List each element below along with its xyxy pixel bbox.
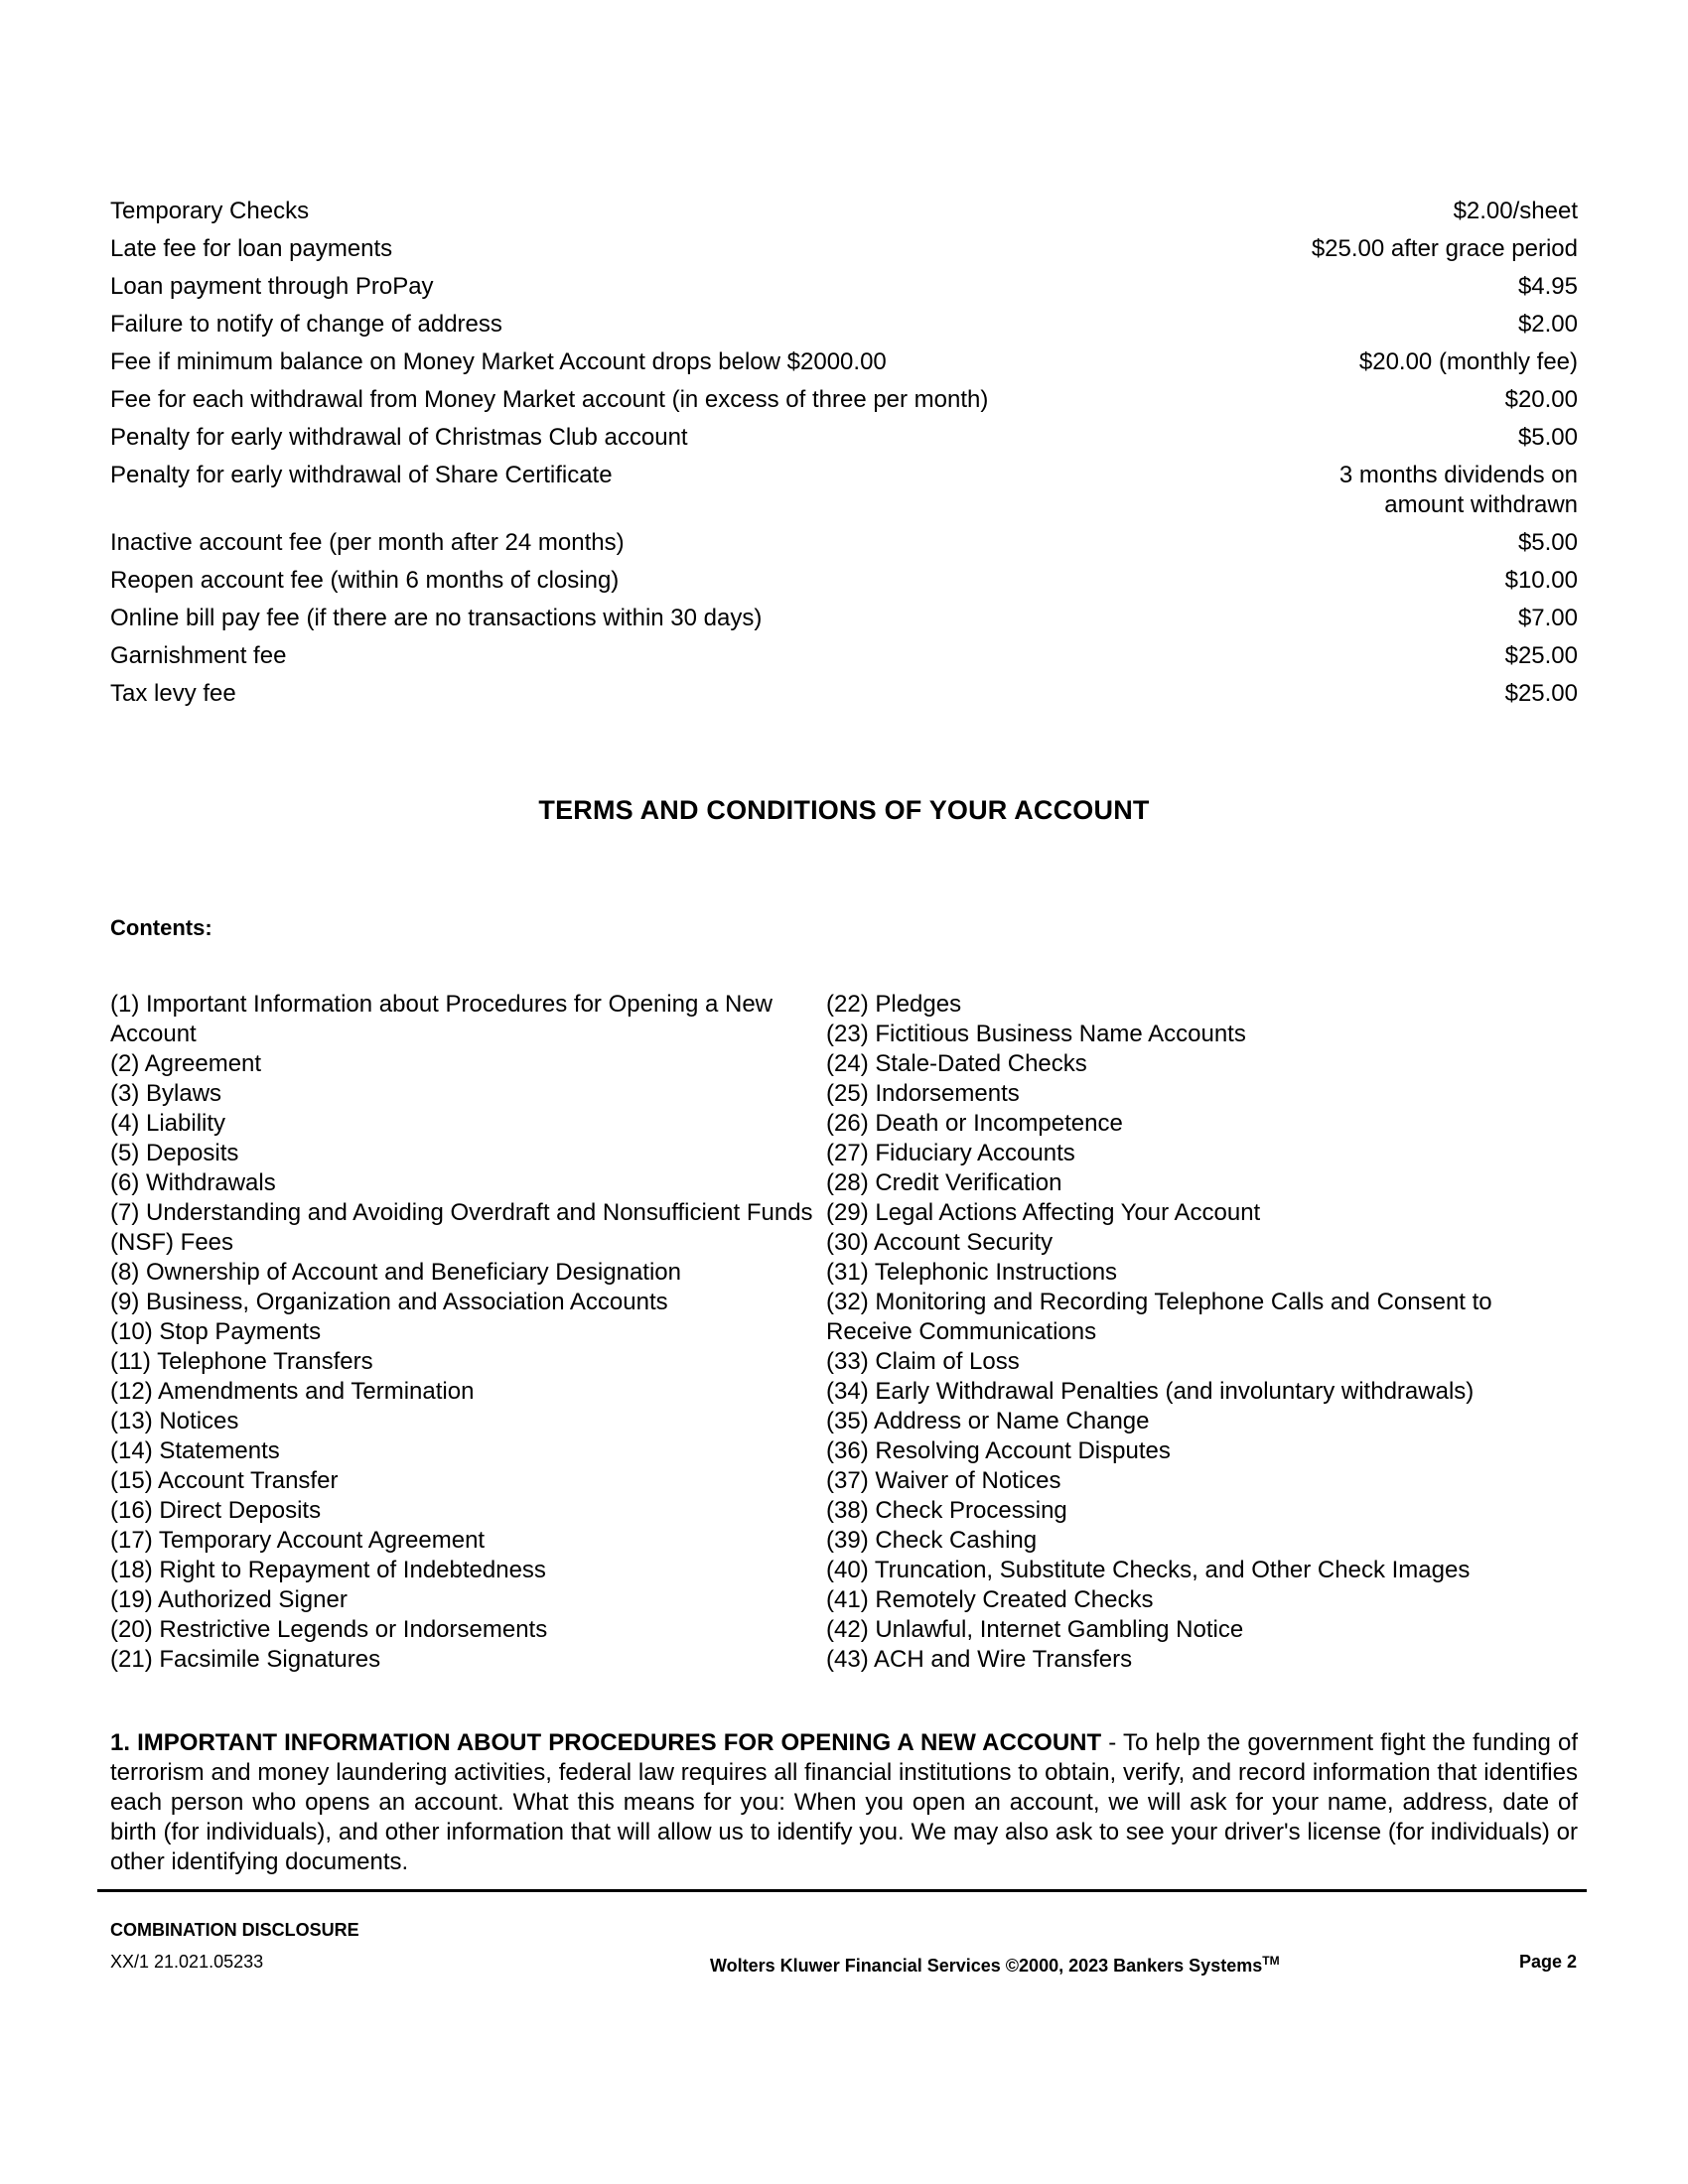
fee-value: $20.00 [1504, 386, 1578, 413]
fee-label: Penalty for early withdrawal of Share Certificate [110, 462, 613, 488]
fee-label: Failure to notify of change of address [110, 311, 502, 338]
section-1-paragraph [110, 1728, 1578, 1877]
contents-item: (1) Important Information about Procedures for Opening a New Account [110, 991, 774, 1047]
contents-item: (4) Liability [110, 1110, 226, 1137]
contents-item: (34) Early Withdrawal Penalties (and involuntary withdrawals) [826, 1378, 1475, 1405]
fee-label: Penalty for early withdrawal of Christmas Club account [110, 424, 688, 451]
contents-item: (39) Check Cashing [826, 1527, 1038, 1554]
fee-row [110, 528, 1578, 558]
fee-value: $4.95 [1517, 273, 1578, 300]
contents-item: (15) Account Transfer [110, 1467, 339, 1494]
section-1-title: 1. IMPORTANT INFORMATION ABOUT PROCEDURES FOR OPENING A NEW ACCOUNT [110, 1729, 1102, 1756]
footer-publisher-text: Wolters Kluwer Financial Services ©2000, 2023 Bankers Systems [710, 1956, 1263, 1976]
fee-value: $20.00 (monthly fee) [1358, 348, 1578, 375]
contents-item: (16) Direct Deposits [110, 1497, 322, 1524]
fee-row [110, 347, 1578, 377]
fee-label: Garnishment fee [110, 642, 287, 669]
footer-publisher [710, 1954, 1280, 1977]
contents-item: (37) Waiver of Notices [826, 1467, 1061, 1494]
contents-item: (30) Account Security [826, 1229, 1054, 1256]
contents-item: (22) Pledges [826, 991, 962, 1018]
contents-item: (5) Deposits [110, 1140, 239, 1166]
contents-item: (42) Unlawful, Internet Gambling Notice [826, 1616, 1244, 1643]
contents-item: (41) Remotely Created Checks [826, 1586, 1154, 1613]
contents-label: Contents: [110, 915, 212, 940]
fee-label: Late fee for loan payments [110, 235, 393, 262]
footer-page-number: Page 2 [1519, 1952, 1578, 1972]
fee-row [110, 461, 1578, 520]
fee-row [110, 234, 1578, 264]
footer-trademark: TM [1262, 1954, 1280, 1968]
contents-column-left [110, 990, 817, 1675]
fee-row [110, 604, 1578, 633]
fee-label: Tax levy fee [110, 680, 236, 707]
contents-item: (13) Notices [110, 1408, 239, 1434]
fee-value: $25.00 after grace period [1311, 235, 1578, 262]
contents-item: (14) Statements [110, 1437, 280, 1464]
fee-value: $5.00 [1517, 424, 1578, 451]
contents-item: (40) Truncation, Substitute Checks, and Other Check Images [826, 1557, 1471, 1583]
contents-item: (32) Monitoring and Recording Telephone Calls and Consent to Receive Communications [826, 1289, 1492, 1345]
contents-item: (11) Telephone Transfers [110, 1348, 373, 1375]
contents-item: (7) Understanding and Avoiding Overdraft and Nonsufficient Funds (NSF) Fees [110, 1199, 813, 1256]
contents-item: (20) Restrictive Legends or Indorsements [110, 1616, 548, 1643]
contents-item: (19) Authorized Signer [110, 1586, 348, 1613]
fee-label: Fee if minimum balance on Money Market Account drops below $2000.00 [110, 348, 887, 375]
fee-row [110, 310, 1578, 340]
contents-item: (38) Check Processing [826, 1497, 1067, 1524]
fee-label: Fee for each withdrawal from Money Market account (in excess of three per month) [110, 386, 989, 413]
section-heading: TERMS AND CONDITIONS OF YOUR ACCOUNT [538, 795, 1150, 825]
fee-label: Reopen account fee (within 6 months of closing) [110, 567, 620, 594]
contents-item: (28) Credit Verification [826, 1169, 1062, 1196]
contents-item: (43) ACH and Wire Transfers [826, 1646, 1133, 1673]
fee-schedule [110, 197, 1578, 717]
fee-value: $5.00 [1517, 529, 1578, 556]
contents-item: (2) Agreement [110, 1050, 262, 1077]
fee-row [110, 566, 1578, 596]
contents-item: (17) Temporary Account Agreement [110, 1527, 486, 1554]
fee-value: $25.00 [1504, 642, 1578, 669]
fee-label: Inactive account fee (per month after 24 months) [110, 529, 625, 556]
fee-label: Online bill pay fee (if there are no transactions within 30 days) [110, 605, 763, 631]
contents-item: (26) Death or Incompetence [826, 1110, 1123, 1137]
contents-item: (8) Ownership of Account and Beneficiary Designation [110, 1259, 681, 1286]
fee-row [110, 679, 1578, 709]
contents-item: (12) Amendments and Termination [110, 1378, 475, 1405]
fee-value: $2.00 [1517, 311, 1578, 338]
contents-item: (33) Claim of Loss [826, 1348, 1020, 1375]
contents-item: (10) Stop Payments [110, 1318, 322, 1345]
contents-item: (29) Legal Actions Affecting Your Account [826, 1199, 1261, 1226]
contents-item: (3) Bylaws [110, 1080, 222, 1107]
fee-label: Temporary Checks [110, 198, 310, 224]
fee-row [110, 197, 1578, 226]
contents-item: (36) Resolving Account Disputes [826, 1437, 1171, 1464]
fee-row [110, 641, 1578, 671]
fee-label: Loan payment through ProPay [110, 273, 434, 300]
contents-item: (31) Telephonic Instructions [826, 1259, 1118, 1286]
fee-value: 3 months dividends on amount withdrawn [1338, 462, 1578, 518]
contents-item: (24) Stale-Dated Checks [826, 1050, 1087, 1077]
footer-divider [97, 1889, 1587, 1892]
fee-value: $7.00 [1517, 605, 1578, 631]
contents-item: (27) Fiduciary Accounts [826, 1140, 1075, 1166]
contents-column-right [826, 990, 1561, 1675]
footer-document-title: COMBINATION DISCLOSURE [110, 1920, 359, 1940]
contents-item: (35) Address or Name Change [826, 1408, 1150, 1434]
contents-item: (9) Business, Organization and Association Accounts [110, 1289, 668, 1315]
contents-item: (23) Fictitious Business Name Accounts [826, 1021, 1246, 1047]
fee-row [110, 385, 1578, 415]
contents-item: (25) Indorsements [826, 1080, 1020, 1107]
fee-row [110, 423, 1578, 453]
fee-value: $25.00 [1504, 680, 1578, 707]
section-1-body: - To help the government fight the funding of terrorism and money laundering activities, federal law requires all financial institutions to obtain, verify, and record information that identifies each person who opens an account. What this means for you: When you open an account, we will ask for your name, address, date of birth (for individuals), and other information that will allow us to identify you. We may also ask to see your driver's license (for individuals) or other identifying documents. [110, 1729, 1579, 1875]
footer-form-code: XX/1 21.021.05233 [110, 1952, 264, 1972]
fee-value: $10.00 [1504, 567, 1578, 594]
fee-value: $2.00/sheet [1453, 198, 1578, 224]
contents-item: (18) Right to Repayment of Indebtedness [110, 1557, 546, 1583]
contents-item: (21) Facsimile Signatures [110, 1646, 381, 1673]
fee-row [110, 272, 1578, 302]
contents-item: (6) Withdrawals [110, 1169, 276, 1196]
